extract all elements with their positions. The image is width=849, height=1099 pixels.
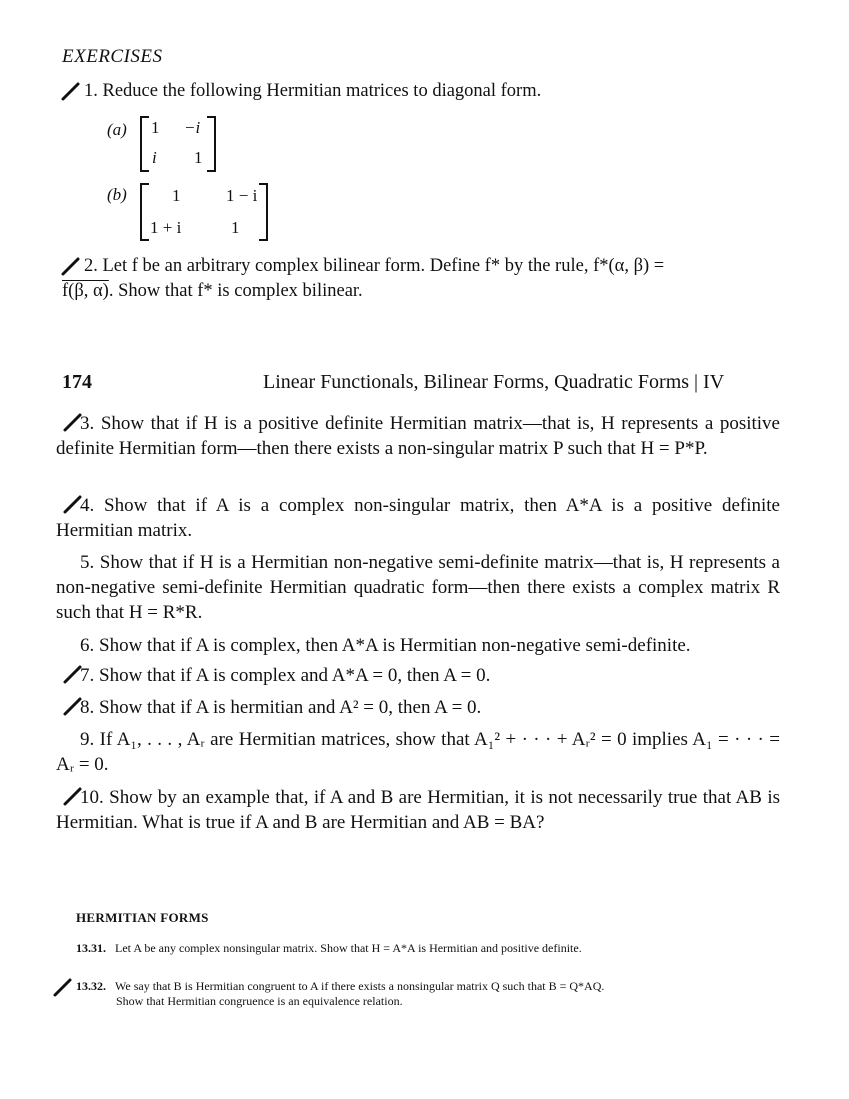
matrix-b: [140, 183, 268, 241]
exercise-7: 7. Show that if A is complex and A*A = 0, then A = 0.: [80, 665, 491, 686]
problem-13-32: [76, 979, 604, 994]
matrix-a-cell: 1: [151, 118, 160, 137]
problem-13-31: [76, 941, 582, 956]
exercise-1: [84, 81, 541, 102]
matrix-b-cell: 1: [172, 186, 181, 205]
exercise-2-line-1: 2. Let f be an arbitrary complex bilinear form. Define f* by the rule, f*(α, β) =: [84, 256, 665, 276]
exercise-5: 5. Show that if H is a Hermitian non-negative semi-definite matrix—that is, H represents a non-negative semi-definite Hermitian quadratic form—then there exists a complex matrix R such that H = R*R.: [56, 552, 780, 623]
matrix-a-cell: 1: [194, 148, 203, 167]
matrix-a: [140, 116, 216, 172]
matrix-a-cell: i: [152, 148, 157, 167]
matrix-b-cell: 1 − i: [226, 186, 258, 205]
hermitian-forms-heading: HERMITIAN FORMS: [76, 910, 209, 925]
exercise-10: 10. Show by an example that, if A and B are Hermitian, it is not necessarily true that AB is Hermitian. What is true if A and B are Hermitian and AB = BA?: [56, 787, 780, 833]
exercise-9: 9. If A₁, . . . , Aᵣ are Hermitian matrices, show that A₁² + · · · + Aᵣ² = 0 implies A₁ = · · · = Aᵣ = 0.: [56, 729, 780, 775]
matrix-b-cell: 1: [231, 218, 240, 237]
exercise-6: 6. Show that if A is complex, then A*A is Hermitian non-negative semi-definite.: [80, 635, 691, 656]
problem-13-32-line-2: Show that Hermitian congruence is an equivalence relation.: [116, 994, 403, 1008]
problem-13-32-line-1: We say that B is Hermitian congruent to A if there exists a nonsingular matrix Q such that B = Q*AQ.: [115, 979, 605, 993]
check-mark-icon: [60, 80, 82, 102]
exercise-2-tail: . Show that f* is complex bilinear.: [108, 281, 363, 301]
problem-13-32-number: 13.32.: [76, 979, 106, 993]
matrix-b-cell: 1 + i: [150, 218, 182, 237]
exercise-3: 3. Show that if H is a positive definite Hermitian matrix—that is, H represents a positive definite Hermitian form—then there exists a non-singular matrix P such that H = P*P.: [56, 413, 780, 459]
page-number: 174: [62, 371, 92, 393]
section-heading: EXERCISES: [62, 46, 163, 67]
exercise-2-line-2: [62, 281, 363, 302]
conjugate-expression: f(β, α): [62, 281, 109, 301]
matrix-a-label: (a): [107, 120, 127, 139]
problem-13-31-number: 13.31.: [76, 941, 106, 955]
problem-13-31-text: Let A be any complex nonsingular matrix. Show that H = A*A is Hermitian and positive definite.: [115, 941, 582, 955]
matrix-b-label: (b): [107, 185, 127, 204]
check-mark-icon: [52, 976, 74, 998]
exercise-8: 8. Show that if A is hermitian and A² = 0, then A = 0.: [80, 697, 482, 718]
exercise-4: 4. Show that if A is a complex non-singular matrix, then A*A is a positive definite Hermitian matrix.: [56, 495, 780, 541]
exercise-1-text: Reduce the following Hermitian matrices to diagonal form.: [102, 81, 542, 101]
matrix-a-cell: −i: [184, 118, 201, 137]
check-mark-icon: [60, 255, 82, 277]
running-head-title: Linear Functionals, Bilinear Forms, Quadratic Forms | IV: [263, 371, 725, 393]
exercise-1-number: 1.: [84, 81, 98, 101]
